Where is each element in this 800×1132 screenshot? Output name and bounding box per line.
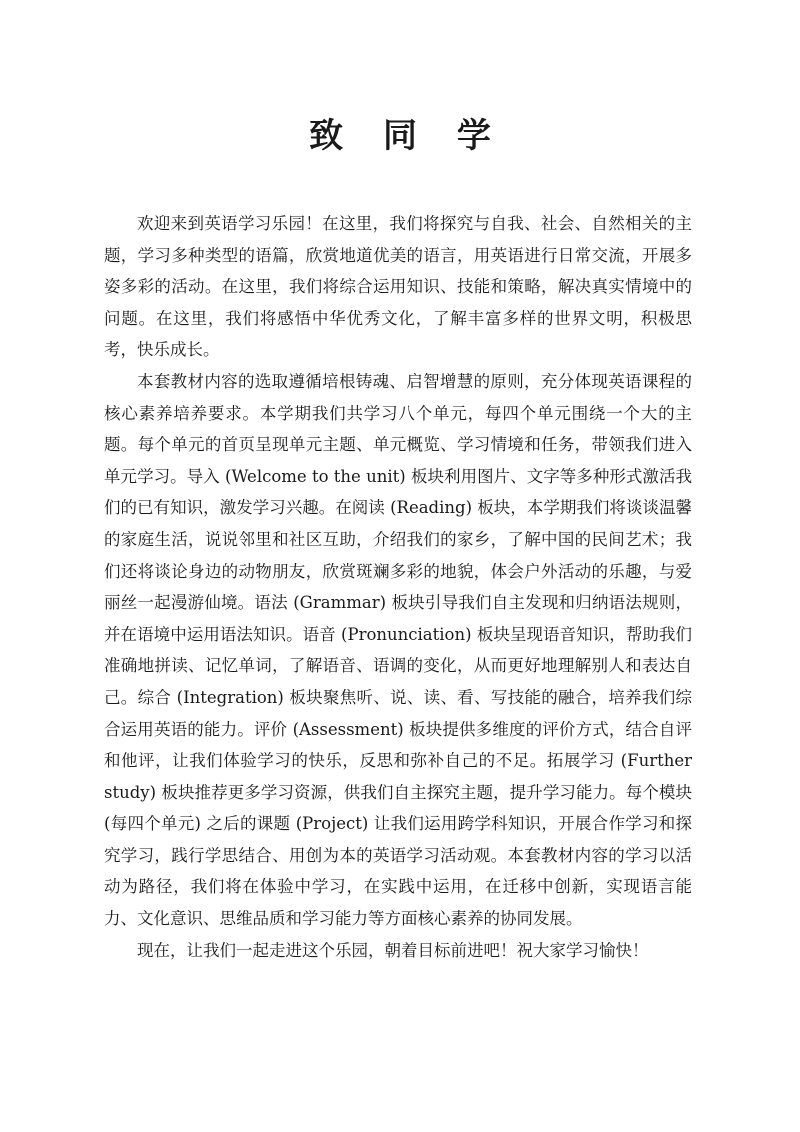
page-title: 致 同 学	[309, 116, 505, 156]
paragraph-textbook-structure: 本套教材内容的选取遵循培根铸魂、启智增慧的原则，充分体现英语课程的核心素养培养要求。本学期我们共学习八个单元，每四个单元围绕一个大的主题。每个单元的首页呈现单元主题、单元概览、学习情境和任务，带领我们进入单元学习。导入 (Welcome to the unit) 板块利用图片、文字等多种形式激活我们的已有知识，激发学习兴趣。在阅读 (Reading) 板块，本学期我们将谈谈温馨的家庭生活，说说邻里和社区互助，介绍我们的家乡，了解中国的民间艺术；我们还将谈论身边的动物朋友，欣赏斑斓多彩的地貌，体会户外活动的乐趣，与爱丽丝一起漫游仙境。语法 (Grammar) 板块引导我们自主发现和归纳语法规则，并在语境中运用语法知识。语音 (Pronunciation) 板块呈现语音知识，帮助我们准确地拼读、记忆单词，了解语音、语调的变化，从而更好地理解别人和表达自己。综合 (Integration) 板块聚焦听、说、读、看、写技能的融合，培养我们综合运用英语的能力。评价 (Assessment) 板块提供多维度的评价方式，结合自评和他评，让我们体验学习的快乐，反思和弥补自己的不足。拓展学习 (Further study) 板块推荐更多学习资源，供我们自主探究主题，提升学习能力。每个模块 (每四个单元) 之后的课题 (Project) 让我们运用跨学科知识，开展合作学习和探究学习，践行学思结合、用创为本的英语学习活动观。本套教材内容的学习以活动为路径，我们将在体验中学习，在实践中运用，在迁移中创新，实现语言能力、文化意识、思维品质和学习能力等方面核心素养的协同发展。	[104, 371, 692, 929]
letter-body	[104, 208, 692, 966]
paragraph-closing: 现在，让我们一起走进这个乐园，朝着目标前进吧！祝大家学习愉快！	[137, 940, 649, 960]
paragraph-welcome: 欢迎来到英语学习乐园！在这里，我们将探究与自我、社会、自然相关的主题，学习多种类型的语篇，欣赏地道优美的语言，用英语进行日常交流，开展多姿多彩的活动。在这里，我们将综合运用知识、技能和策略，解决真实情境中的问题。在这里，我们将感悟中华优秀文化，了解丰富多样的世界文明，积极思考，快乐成长。	[104, 214, 692, 360]
